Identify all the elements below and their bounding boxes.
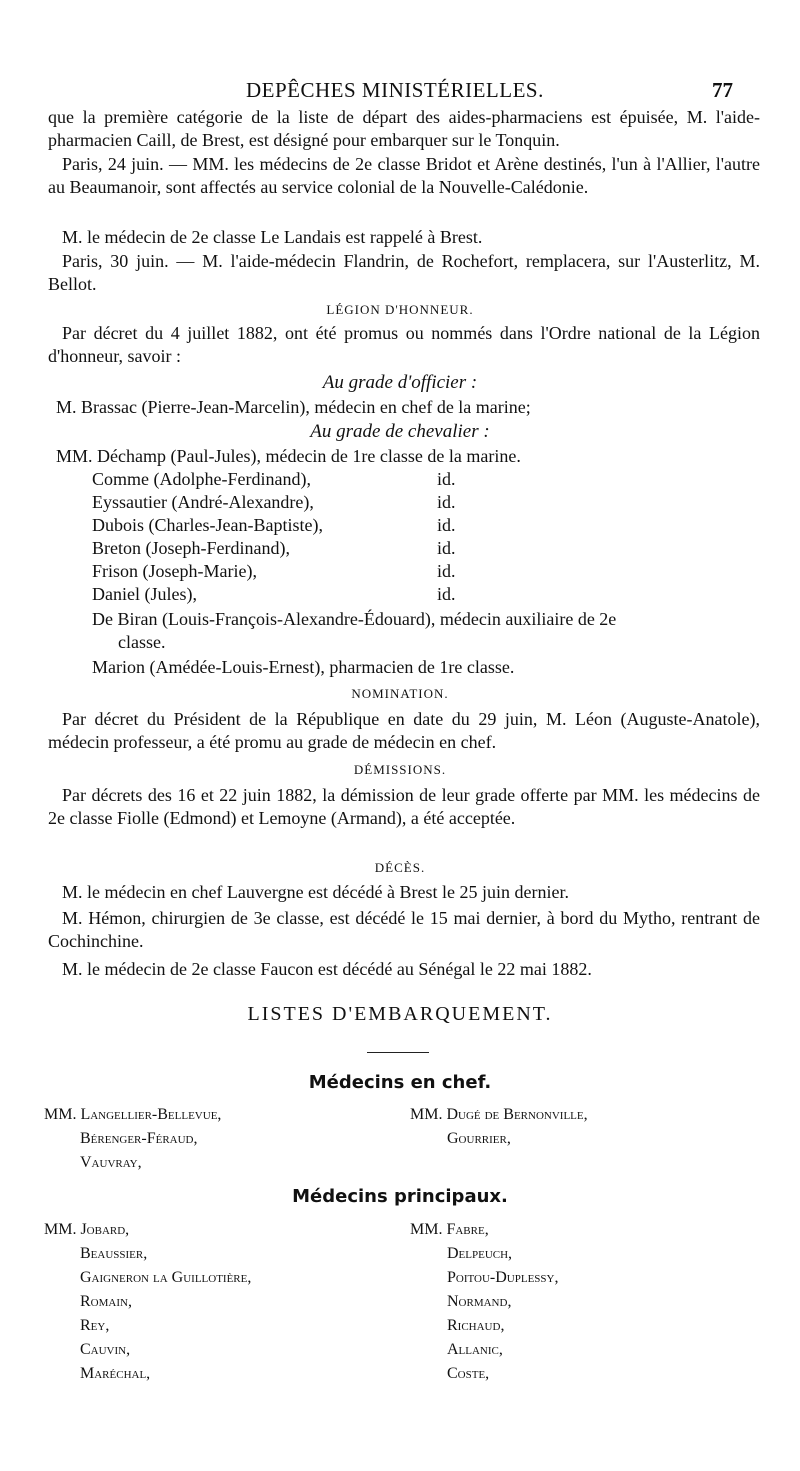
principaux-right-name: Coste, xyxy=(447,1365,490,1382)
paragraph-bridot-arene: Paris, 24 juin. — MM. les médecins de 2e classe Bridot et Arène destinés, l'un à l'Allier, l'autre au Beaumanoir, sont affectés au service colonial de la Nouvelle-Calédonie. xyxy=(48,154,760,197)
section-heading-nomination: NOMINATION. xyxy=(351,686,449,701)
nomination-text: Par décret du Président de la République en date du 29 juin, M. Léon (Auguste-Anatole), médecin professeur, a été promu au grade de médecin en chef. xyxy=(48,709,760,752)
debiran-line-cont: classe. xyxy=(118,632,166,652)
principaux-left-name: Beaussier, xyxy=(80,1245,148,1262)
grade-heading-officier: Au grade d'officier : xyxy=(322,372,478,393)
chevalier-row: Daniel (Jules), xyxy=(92,584,197,604)
heading-medecins-en-chef: Médecins en chef. xyxy=(308,1072,492,1093)
chevalier-id: id. xyxy=(437,515,456,535)
chevalier-row: Comme (Adolphe-Ferdinand), xyxy=(92,469,311,489)
principaux-right-name: Delpeuch, xyxy=(447,1245,513,1262)
principaux-left-name: Romain, xyxy=(80,1293,132,1310)
heading-medecins-principaux: Médecins principaux. xyxy=(292,1186,508,1207)
chevalier-row: MM. Déchamp (Paul-Jules), médecin de 1re classe de la marine. xyxy=(56,446,521,466)
legion-intro: Par décret du 4 juillet 1882, ont été promus ou nommés dans l'Ordre national de la Légion d'honneur, savoir : xyxy=(48,323,760,366)
running-header-title: DEPÊCHES MINISTÉRIELLES. xyxy=(246,78,544,102)
principaux-right-name: Richaud, xyxy=(447,1317,505,1334)
grade-heading-chevalier: Au grade de chevalier : xyxy=(310,421,490,442)
section-heading-deces: DÉCÈS. xyxy=(374,860,426,875)
principaux-left-name: Rey, xyxy=(80,1317,110,1334)
principaux-left-name: MM. Jobard, xyxy=(44,1221,130,1238)
chef-left-name: Bérenger-Féraud, xyxy=(80,1130,198,1147)
chevalier-id: id. xyxy=(437,469,456,489)
chef-left-name: Vauvray, xyxy=(80,1154,142,1171)
chef-right-name: Gourrier, xyxy=(447,1130,511,1147)
chevalier-id: id. xyxy=(437,492,456,512)
paragraph-le-landais: M. le médecin de 2e classe Le Landais est rappelé à Brest. xyxy=(62,227,483,247)
principaux-left-name: Maréchal, xyxy=(80,1365,151,1382)
debiran-line: De Biran (Louis-François-Alexandre-Édouard), médecin auxiliaire de 2e xyxy=(92,609,617,629)
principaux-right-name: MM. Fabre, xyxy=(410,1221,489,1238)
chevalier-row: Breton (Joseph-Ferdinand), xyxy=(92,538,290,558)
chevalier-id: id. xyxy=(437,584,456,604)
chevalier-row: Dubois (Charles-Jean-Baptiste), xyxy=(92,515,323,535)
demissions-text: Par décrets des 16 et 22 juin 1882, la démission de leur grade offerte par MM. les médecins de 2e classe Fiolle (Edmond) et Lemoyne (Armand), a été acceptée. xyxy=(48,785,760,828)
embarquement-title: LISTES D'EMBARQUEMENT. xyxy=(247,1003,553,1025)
chevalier-row: Eyssautier (André-Alexandre), xyxy=(92,492,314,512)
page-number: 77 xyxy=(712,78,733,102)
chevalier-row: Frison (Joseph-Marie), xyxy=(92,561,257,581)
principaux-left-name: Gaigneron la Guillotière, xyxy=(80,1269,252,1286)
principaux-right-name: Poitou-Duplessy, xyxy=(447,1269,559,1286)
section-heading-legion: LÉGION D'HONNEUR. xyxy=(326,302,474,317)
divider xyxy=(367,1052,429,1053)
deces-line: M. le médecin en chef Lauvergne est décédé à Brest le 25 juin dernier. xyxy=(62,882,569,902)
chef-right-name: MM. Dugé de Bernonville, xyxy=(410,1106,588,1123)
chevalier-id: id. xyxy=(437,561,456,581)
principaux-right-name: Normand, xyxy=(447,1293,512,1310)
chef-left-name: MM. Langellier-Bellevue, xyxy=(44,1106,222,1123)
paragraph-caill: que la première catégorie de la liste de départ des aides-pharmaciens est épuisée, M. l'aide-pharmacien Caill, de Brest, est désigné pour embarquer sur le Tonquin. xyxy=(48,107,760,150)
deces-line: M. le médecin de 2e classe Faucon est décédé au Sénégal le 22 mai 1882. xyxy=(62,959,592,979)
section-heading-demissions: DÉMISSIONS. xyxy=(353,762,447,777)
chevalier-id: id. xyxy=(437,538,456,558)
officier-line: M. Brassac (Pierre-Jean-Marcelin), médecin en chef de la marine; xyxy=(56,397,531,417)
paragraph-flandrin: Paris, 30 juin. — M. l'aide-médecin Flandrin, de Rochefort, remplacera, sur l'Austerlitz, M. Bellot. xyxy=(48,251,760,294)
principaux-right-name: Allanic, xyxy=(447,1341,503,1358)
marion-line: Marion (Amédée-Louis-Ernest), pharmacien de 1re classe. xyxy=(92,657,515,677)
principaux-left-name: Cauvin, xyxy=(80,1341,131,1358)
deces-line: M. Hémon, chirurgien de 3e classe, est décédé le 15 mai dernier, à bord du Mytho, rentrant de Cochinchine. xyxy=(48,908,760,951)
